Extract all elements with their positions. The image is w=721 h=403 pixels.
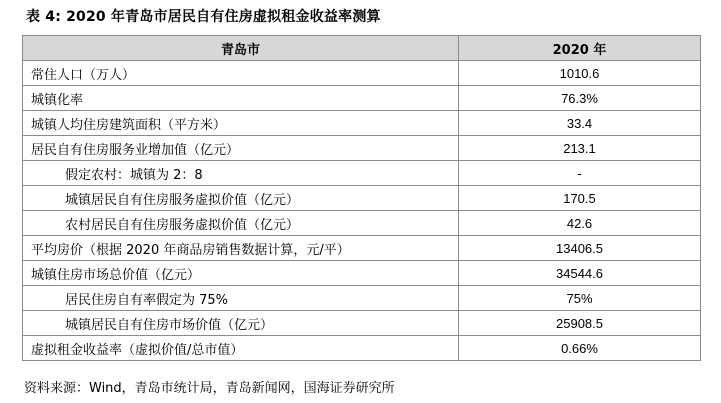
row-label: 城镇人均住房建筑面积（平方米）: [23, 111, 459, 136]
row-value: 0.66%: [459, 336, 701, 361]
table-row: [23, 286, 701, 311]
table-row: [23, 311, 701, 336]
table-row: [23, 186, 701, 211]
table-row: [23, 136, 701, 161]
row-value: 25908.5: [459, 311, 701, 336]
table-row: [23, 236, 701, 261]
row-label: 常住人口（万人）: [23, 61, 459, 86]
row-label: 城镇化率: [23, 86, 459, 111]
table-row: [23, 161, 701, 186]
table-header-row: [23, 36, 701, 61]
row-value: 75%: [459, 286, 701, 311]
row-label: 平均房价（根据 2020 年商品房销售数据计算，元/平）: [23, 236, 459, 261]
row-value: 13406.5: [459, 236, 701, 261]
row-label: 居民住房自有率假定为 75%: [23, 286, 459, 311]
row-label: 城镇居民自有住房服务虚拟价值（亿元）: [23, 186, 459, 211]
table-row: [23, 261, 701, 286]
row-value: 213.1: [459, 136, 701, 161]
row-value: 76.3%: [459, 86, 701, 111]
source-note: 资料来源：Wind，青岛市统计局，青岛新闻网，国海证券研究所: [24, 381, 395, 396]
row-value: 1010.6: [459, 61, 701, 86]
row-label: 城镇居民自有住房市场价值（亿元）: [23, 311, 459, 336]
row-label: 城镇住房市场总价值（亿元）: [23, 261, 459, 286]
table-row: [23, 111, 701, 136]
row-value: 33.4: [459, 111, 701, 136]
row-label: 农村居民自有住房服务虚拟价值（亿元）: [23, 211, 459, 236]
table-body: [23, 61, 701, 361]
table-row: [23, 211, 701, 236]
row-value: 42.6: [459, 211, 701, 236]
row-value: 170.5: [459, 186, 701, 211]
row-value: 34544.6: [459, 261, 701, 286]
table-title: 表 4: 2020 年青岛市居民自有住房虚拟租金收益率测算: [26, 9, 381, 25]
row-value: -: [459, 161, 701, 186]
table-row: [23, 86, 701, 111]
row-label: 假定农村：城镇为 2：8: [23, 161, 459, 186]
header-year: 2020 年: [459, 36, 701, 61]
table-row: [23, 336, 701, 361]
row-label: 虚拟租金收益率（虚拟价值/总市值）: [23, 336, 459, 361]
row-label: 居民自有住房服务业增加值（亿元）: [23, 136, 459, 161]
data-table: [22, 35, 701, 361]
table-row: [23, 61, 701, 86]
header-region: 青岛市: [23, 36, 459, 61]
